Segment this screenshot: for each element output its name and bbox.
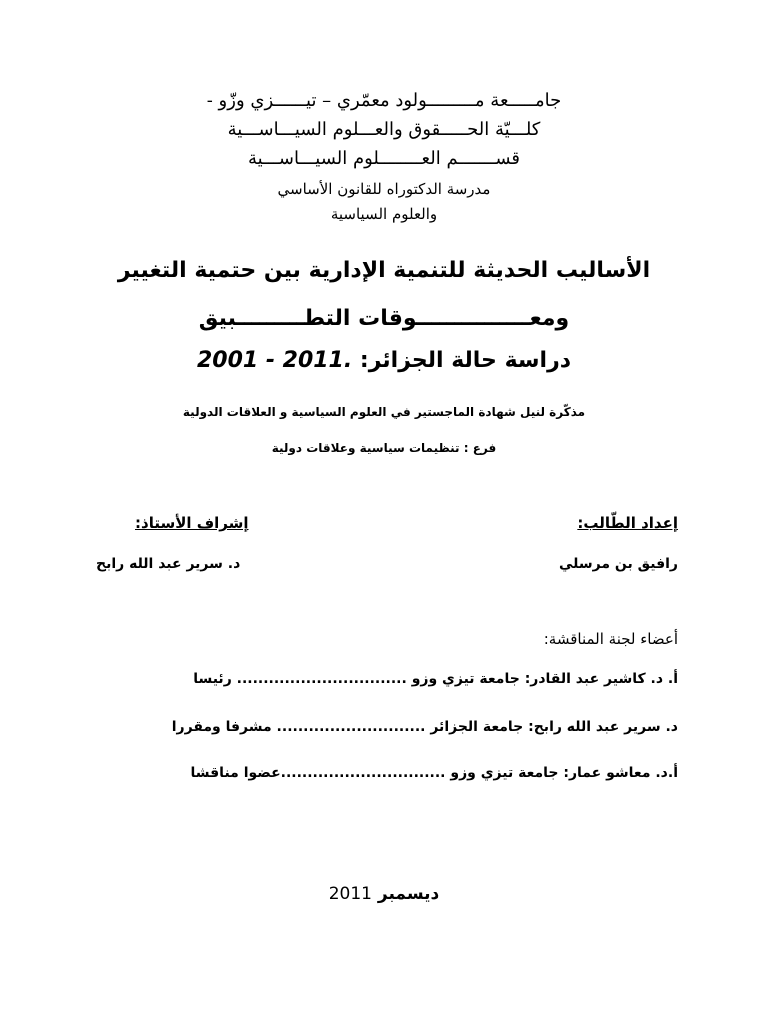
degree-statement: مذكّرة لنيل شهادة الماجستير في العلوم السياسية و العلاقات الدولية — [182, 405, 586, 419]
date-year: 2011 — [328, 884, 372, 904]
university-name: جامـــــعة مـــــــــولود معمّري – تيــــــزي وزّو - — [206, 90, 562, 111]
date-month: ديسمبر — [377, 884, 440, 904]
supervisor-label: إشراف الأستاذ: — [135, 514, 249, 532]
case-study-years: 2001 - 2011. — [196, 348, 353, 373]
thesis-title-line2: ومعـــــــــــــــوقات التطـــــــــبيق — [198, 306, 570, 331]
thesis-title-line1: الأساليب الحديثة للتنمية الإدارية بين حتمية التغيير — [117, 258, 651, 283]
thesis-title-line3 — [0, 348, 768, 373]
committee-member-supervisor: د. سرير عبد الله رابح: جامعة الجزائر ............................ مشرفا ومقررا — [171, 719, 678, 735]
prepared-by-label: إعداد الطّالب: — [577, 514, 678, 532]
faculty-name: كلـــيّة الحـــــقوق والعـــلوم السيـــاســـية — [227, 119, 541, 140]
committee-member-examiner: أ.د. معاشو عمار: جامعة تيزي وزو ...............................عضوا مناقشا — [190, 765, 678, 781]
committee-label: أعضاء لجنة المناقشة: — [543, 630, 678, 648]
doctoral-school: مدرسة الدكتوراه للقانون الأساسي — [277, 180, 491, 198]
student-name: رافيق بن مرسلي — [559, 556, 678, 572]
submission-date — [0, 884, 768, 904]
case-study-label: دراسة حالة الجزائر: — [359, 348, 572, 373]
committee-member-president: أ. د. كاشير عبد القادر: جامعة تيزي وزو ................................ رئيسا — [193, 671, 678, 687]
doctoral-school-line2: والعلوم السياسية — [330, 205, 438, 223]
branch-statement: فرع : تنظيمات سياسية وعلاقات دولية — [271, 441, 497, 455]
supervisor-name: د. سرير عبد الله رابح — [96, 556, 241, 572]
department-name: قســـــــم العــــــــلوم السيـــاســـية — [247, 148, 521, 169]
